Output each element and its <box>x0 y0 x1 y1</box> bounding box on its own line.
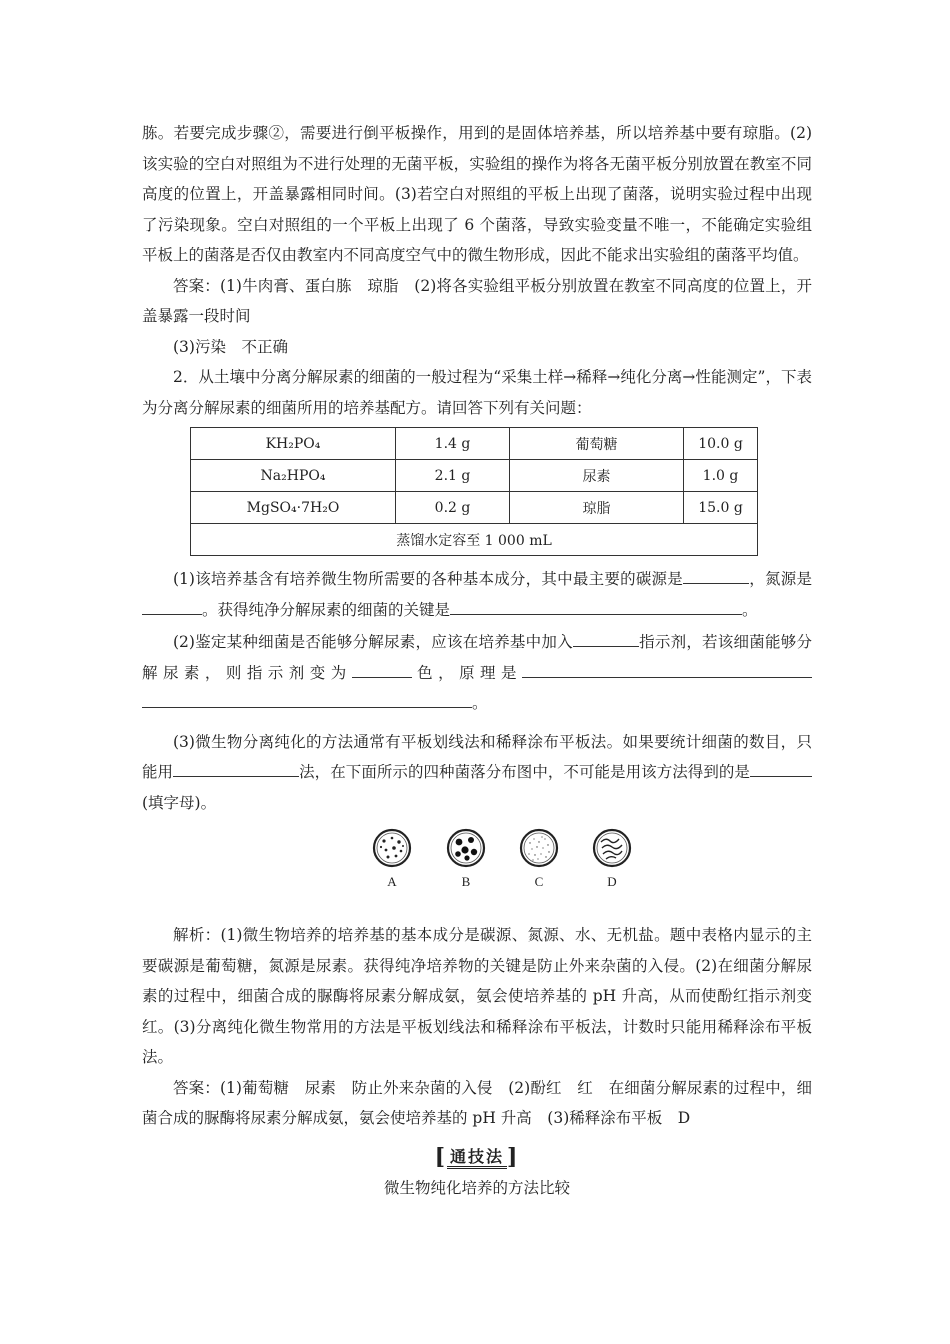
bracket-right: ] <box>507 1143 520 1170</box>
answer-q2: 答案：(1)葡萄糖 尿素 防止外来杂菌的入侵 (2)酚红 红 在细菌分解尿素的过程中，细菌合成的脲酶将尿素分解成氨，氨会使培养基的 pH 升高 (3)稀释涂布平板 D <box>142 1078 812 1127</box>
sub-question-3 <box>142 727 812 819</box>
table-row <box>191 524 758 556</box>
answer-blank[interactable] <box>683 565 749 584</box>
answer-blank[interactable] <box>450 596 742 615</box>
text-span: ，氮源是 <box>749 570 812 588</box>
table-row <box>191 460 758 492</box>
section-heading <box>142 1144 812 1170</box>
analysis-q2: 解析：(1)微生物培养的培养基的基本成分是碳源、氮源、水、无机盐。题中表格内显示的主要碳源是葡萄糖，氮源是尿素。获得纯净培养物的关键是防止外来杂菌的入侵。(2)在细菌分解尿素的过程中，细菌合成的脲酶将尿素分解成氨，氨会使培养基的 pH 升高，从而使酚红指示剂变红。(3)分离纯化微生物常用的方法是平板划线法和稀释涂布平板法，计数时只能用稀释涂布平板法。 <box>142 926 812 1066</box>
answer-blank[interactable] <box>522 659 812 678</box>
table-cell: 10.0 g <box>684 428 758 460</box>
text-span: (1)该培养基含有培养微生物所需要的各种基本成分，其中最主要的碳源是 <box>173 570 684 588</box>
answer-blank[interactable] <box>173 758 299 777</box>
answer-q1-part-a: 答案：(1)牛肉膏、蛋白胨 琼脂 (2)将各实验组平板分别放置在教室不同高度的位置上，开盖暴露一段时间 <box>142 276 812 325</box>
colony-figures <box>142 828 812 920</box>
question-2-stem: 2．从土壤中分离分解尿素的细菌的一般过程为“采集土样→稀释→纯化分离→性能测定”，下表为分离分解尿素的细菌所用的培养基配方。请回答下列有关问题： <box>142 368 812 417</box>
text-span: 。 <box>742 600 758 619</box>
table-cell: MgSO₄·7H₂O <box>191 492 396 524</box>
table-cell: 0.2 g <box>396 492 510 524</box>
page-content <box>142 118 812 1198</box>
section-subtitle: 微生物纯化培养的方法比较 <box>383 1178 570 1197</box>
table-footer-cell: 蒸馏水定容至 1 000 mL <box>191 524 758 556</box>
text-span: 指示剂，若该细菌能够分解尿素，则指示剂变为 <box>142 633 812 682</box>
explanation-q1: 胨。若要完成步骤②，需要进行倒平板操作，用到的是固体培养基，所以培养基中要有琼脂。(2)该实验的空白对照组为不进行处理的无菌平板，实验组的操作为将各无菌平板分别放置在教室不同高度的位置上，开盖暴露相同时间。(3)若空白对照组的平板上出现了菌落，说明实验过程中出现了污染现象。空白对照组的一个平板上出现了 6 个菌落，导致实验变量不唯一，不能确定实验组平板上的菌落是否仅由教室内不同高度空气中的微生物形成，因此不能求出实验组的菌落平均值。 <box>142 124 812 264</box>
answer-blank[interactable] <box>142 689 472 708</box>
table-row <box>191 428 758 460</box>
table-cell: 尿素 <box>510 460 684 492</box>
text-span: 色，原理是 <box>411 663 522 682</box>
text-span: 。获得纯净分解尿素的细菌的关键是 <box>202 600 451 619</box>
table-cell: 葡萄糖 <box>510 428 684 460</box>
dish-figure-d <box>577 828 647 890</box>
answer-blank[interactable] <box>142 596 202 615</box>
table-cell: KH₂PO₄ <box>191 428 396 460</box>
answer-blank[interactable] <box>352 659 412 678</box>
table-cell: 2.1 g <box>396 460 510 492</box>
sub-question-1 <box>142 564 812 625</box>
bracket-left: [ <box>434 1143 447 1170</box>
dish-label: B <box>461 874 471 889</box>
petri-dish-b-icon <box>446 828 486 868</box>
answer-blank[interactable] <box>750 758 812 777</box>
text-span: 法，在下面所示的四种菌落分布图中，不可能是用该方法得到的是 <box>299 763 750 781</box>
text-span: (填字母)。 <box>142 793 217 812</box>
answer-q1-part-b: (3)污染 不正确 <box>173 337 288 356</box>
table-row <box>191 492 758 524</box>
table-cell: 1.4 g <box>396 428 510 460</box>
text-span: (2)鉴定某种细菌是否能够分解尿素，应该在培养基中加入 <box>173 633 573 651</box>
dish-label: A <box>387 874 397 889</box>
dish-label: D <box>607 874 617 889</box>
table-cell: 1.0 g <box>684 460 758 492</box>
text-span: 。 <box>472 694 488 712</box>
dish-figure-c <box>504 828 574 890</box>
text-span: (3)微生物分离纯化的方法通常有平板划线法和稀释涂布平板法。如果要统计细菌的数目，只能用 <box>142 732 812 781</box>
method-tag-text: 通技法 <box>447 1147 507 1169</box>
dish-figure-b <box>431 828 501 890</box>
table-cell: 15.0 g <box>684 492 758 524</box>
table-cell: Na₂HPO₄ <box>191 460 396 492</box>
sub-question-2 <box>142 627 812 719</box>
medium-formula-table <box>190 427 758 556</box>
answer-blank[interactable] <box>573 628 639 647</box>
petri-dish-c-icon <box>519 828 559 868</box>
method-tag <box>435 1144 520 1170</box>
dish-figure-a <box>357 828 427 890</box>
dish-label: C <box>534 874 544 889</box>
petri-dish-a-icon <box>372 828 412 868</box>
petri-dish-d-icon <box>592 828 632 868</box>
table-cell: 琼脂 <box>510 492 684 524</box>
